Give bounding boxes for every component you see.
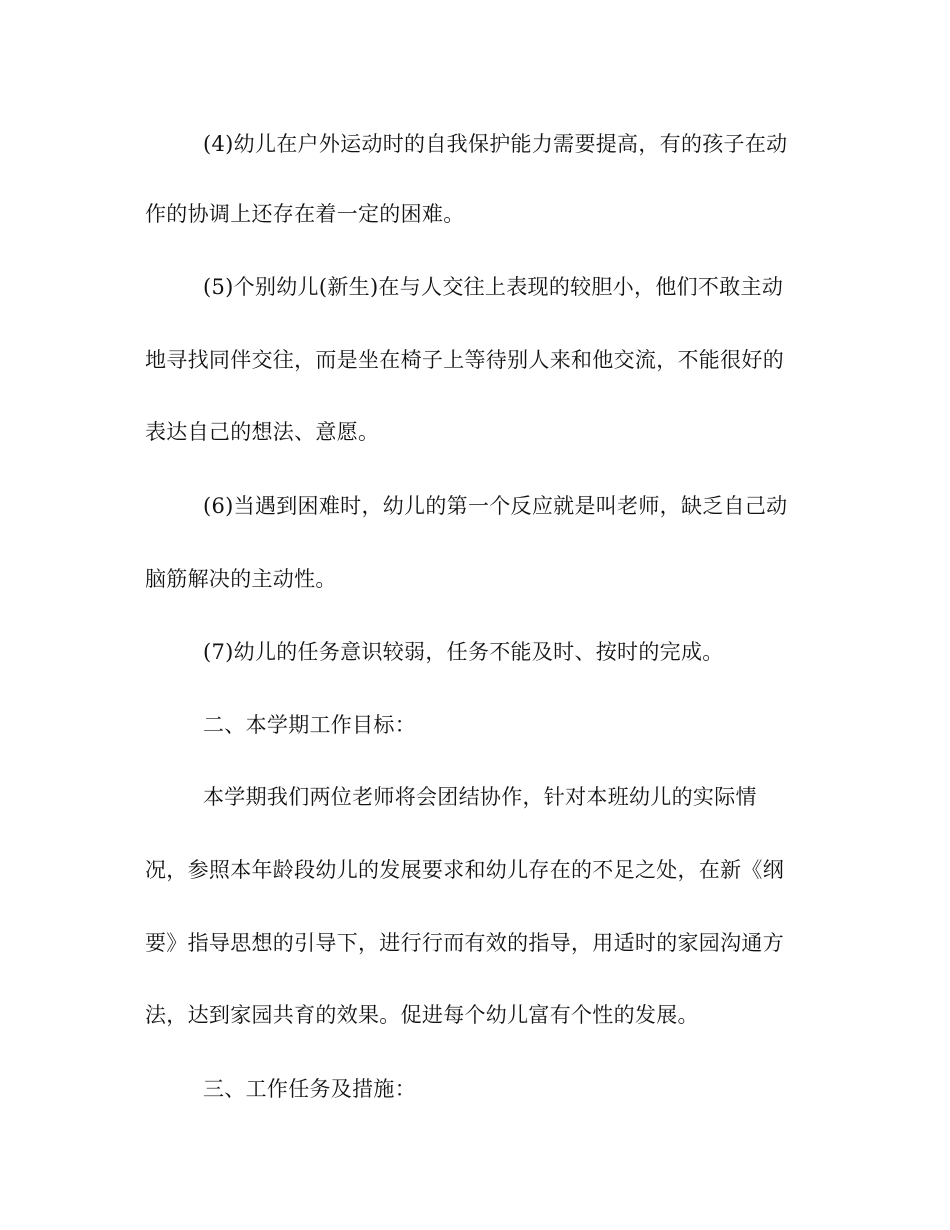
paragraph-5-line-2: 地寻找同伴交往，而是坐在椅子上等待别人来和他交流，不能很好的 xyxy=(145,348,784,372)
goal-paragraph-line-2: 况，参照本年龄段幼儿的发展要求和幼儿存在的不足之处，在新《纲 xyxy=(145,858,784,882)
paragraph-6-line-2: 脑筋解决的主动性。 xyxy=(145,567,337,591)
section-heading-3: 三、工作任务及措施： xyxy=(203,1077,416,1101)
paragraph-5-line-1: (5)个别幼儿(新生)在与人交往上表现的较胆小，他们不敢主动 xyxy=(203,275,784,299)
goal-paragraph-line-4: 法，达到家园共育的效果。促进每个幼儿富有个性的发展。 xyxy=(145,1003,699,1027)
section-heading-2: 二、本学期工作目标： xyxy=(203,713,416,737)
paragraph-4-line-1: (4)幼儿在户外运动时的自我保护能力需要提高，有的孩子在动 xyxy=(203,132,788,156)
goal-paragraph-line-3: 要》指导思想的引导下，进行行而有效的指导，用适时的家园沟通方 xyxy=(145,931,784,955)
paragraph-6-line-1: (6)当遇到困难时，幼儿的第一个反应就是叫老师，缺乏自己动 xyxy=(203,494,788,518)
goal-paragraph-line-1: 本学期我们两位老师将会团结协作，针对本班幼儿的实际情 xyxy=(203,785,757,809)
paragraph-5-line-3: 表达自己的想法、意愿。 xyxy=(145,420,380,444)
paragraph-7-line-1: (7)幼儿的任务意识较弱，任务不能及时、按时的完成。 xyxy=(203,640,724,664)
paragraph-4-line-2: 作的协调上还存在着一定的困难。 xyxy=(145,202,465,226)
